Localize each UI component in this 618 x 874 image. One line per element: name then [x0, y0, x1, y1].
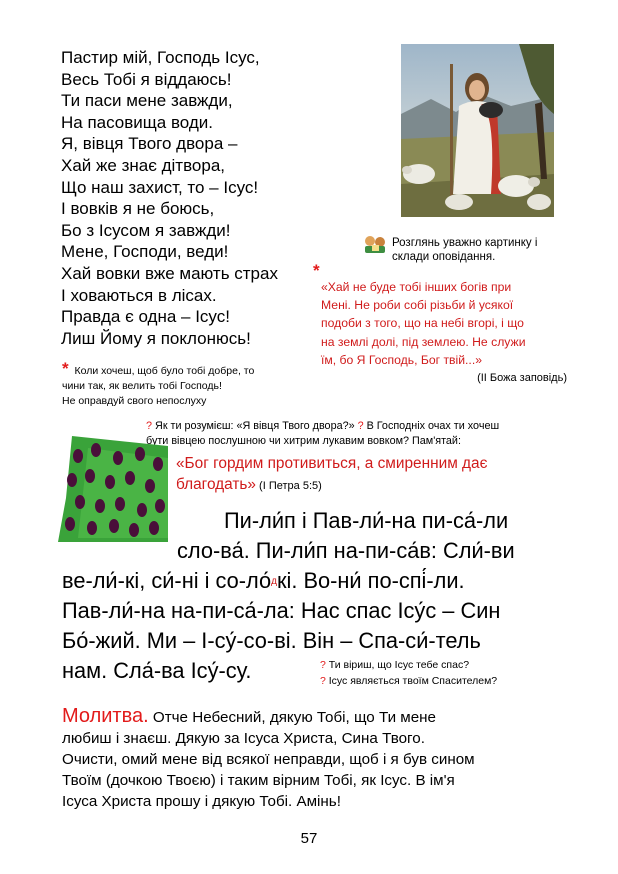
reading-line: Пи-ли́п і Пав-ли́-на пи-са́-ли — [224, 508, 509, 533]
commandment-line: «Хай не буде тобі інших богів при — [321, 280, 512, 294]
sheep-question — [146, 419, 526, 449]
commandment-line: подоби з того, що на небі вгорі, і що — [321, 316, 524, 331]
reading-line: Пав-ли́-на на-пи-са́-ла: Нас спас Ісу́с – Син — [62, 598, 501, 623]
verse-line: благодать» — [176, 476, 256, 493]
question-text: В Господніх очах ти хочеш — [363, 420, 500, 432]
question-mark-icon: ? — [320, 675, 326, 687]
poem-line: Лиш Йому я поклонюсь! — [61, 328, 251, 348]
poem-line: Правда є одна – Ісус! — [61, 307, 230, 327]
poem-line: Хай вовки вже мають страх — [61, 263, 278, 283]
reading-text: ве-ли́-кі, си́-ні і со-ло́ — [62, 568, 272, 593]
commandment-line: на землі долі, під землею. Не служи — [321, 334, 526, 349]
question-mark-icon: ? — [146, 420, 153, 432]
commandment-reference: (ІІ Божа заповідь) — [477, 372, 567, 384]
reading-line — [62, 566, 465, 597]
reading-text: кі. Во-ни́ по-спі́-ли. — [276, 568, 465, 593]
reading-line: Бо́-жий. Ми – І-су́-со-ві. Він – Спа-си́-тель — [62, 628, 481, 653]
note-line: Не оправдуй свого непослуху — [62, 395, 207, 407]
question-text: Як ти розумієш: «Я вівця Твого двора?» — [152, 420, 358, 432]
poem-line: Мене, Господи, веди! — [61, 242, 229, 262]
prayer-line: любиш і знаєш. Дякую за Ісуса Христа, Сина Твого. — [62, 730, 425, 747]
verse-line: «Бог гордим противиться, а смиренним дає — [176, 455, 488, 472]
plum-tree-icon — [58, 428, 168, 542]
question-text: бути вівцею послушною чи хитрим лукавим вовком? Пам'ятай: — [146, 435, 461, 447]
question-text: Ти віриш, що Ісус тебе спас? — [325, 659, 470, 671]
shepherd-illustration — [401, 44, 554, 217]
question-mark-icon: ? — [320, 659, 326, 671]
note-line: чини так, як велить тобі Господь! — [62, 380, 222, 392]
prayer-line: Ісуса Христа прошу і дякую Тобі. Амінь! — [62, 793, 341, 810]
commandment-line: їм, бо Я Господь, Бог твій...» — [321, 352, 482, 367]
poem-line: Бо з Ісусом я завжди! — [61, 220, 231, 240]
page-number: 57 — [300, 830, 318, 847]
plum-tree-illustration — [58, 428, 168, 542]
star-bullet-icon: * — [313, 261, 320, 280]
reading-line: нам. Сла́-ва Ісу́-су. — [62, 658, 252, 683]
savior-question — [320, 657, 560, 689]
poem-line: Що наш захист, то – Ісус! — [61, 177, 259, 197]
verse-reference: (І Петра 5:5) — [256, 480, 322, 492]
poem-line: Я, вівця Твого двора – — [61, 134, 238, 154]
poem — [61, 47, 278, 349]
hint-line: Розглянь уважно картинку і — [392, 237, 538, 249]
poem-line: На пасовища води. — [61, 112, 214, 132]
reading-line: сло-ва́. Пи-ли́п на-пи-са́в: Сли́-ви — [177, 538, 515, 563]
prayer-title: Молитва. — [62, 705, 149, 727]
obedience-note — [62, 359, 302, 409]
children-reading-icon — [362, 234, 388, 254]
poem-line: І ховаються в лісах. — [61, 285, 217, 305]
hint-line: склади оповідання. — [392, 251, 496, 263]
prayer-line: Твоїм (дочкою Твоєю) і таким вірним Тобі, як Ісус. В ім'я — [62, 772, 455, 789]
question-text: Ісус являється твоїм Спасителем? — [325, 675, 498, 687]
poem-line: Пастир мій, Господь Ісус, — [61, 48, 260, 67]
star-bullet-icon: * — [62, 359, 69, 378]
good-shepherd-picture — [401, 44, 554, 217]
poem-line: Ти паси мене завжди, — [61, 91, 233, 111]
prayer-line: Отче Небесний, дякую Тобі, що Ти мене — [148, 709, 437, 726]
poem-line: Хай же знає дітвора, — [61, 155, 226, 175]
prayer-block — [62, 706, 572, 812]
bible-verse — [176, 453, 556, 497]
question-mark-icon: ? — [357, 420, 364, 432]
prayer-line: Очисти, омий мене від всякої неправди, щоб і я був сином — [62, 751, 475, 768]
poem-line: І вовків я не боюсь, — [61, 199, 215, 219]
poem-line: Весь Тобі я віддаюсь! — [61, 69, 232, 89]
note-line: Коли хочеш, щоб було тобі добре, то — [74, 365, 255, 377]
commandment-line: Мені. Не роби собі різьби й усякої — [321, 298, 514, 313]
missing-letter-hint: д — [271, 576, 277, 588]
